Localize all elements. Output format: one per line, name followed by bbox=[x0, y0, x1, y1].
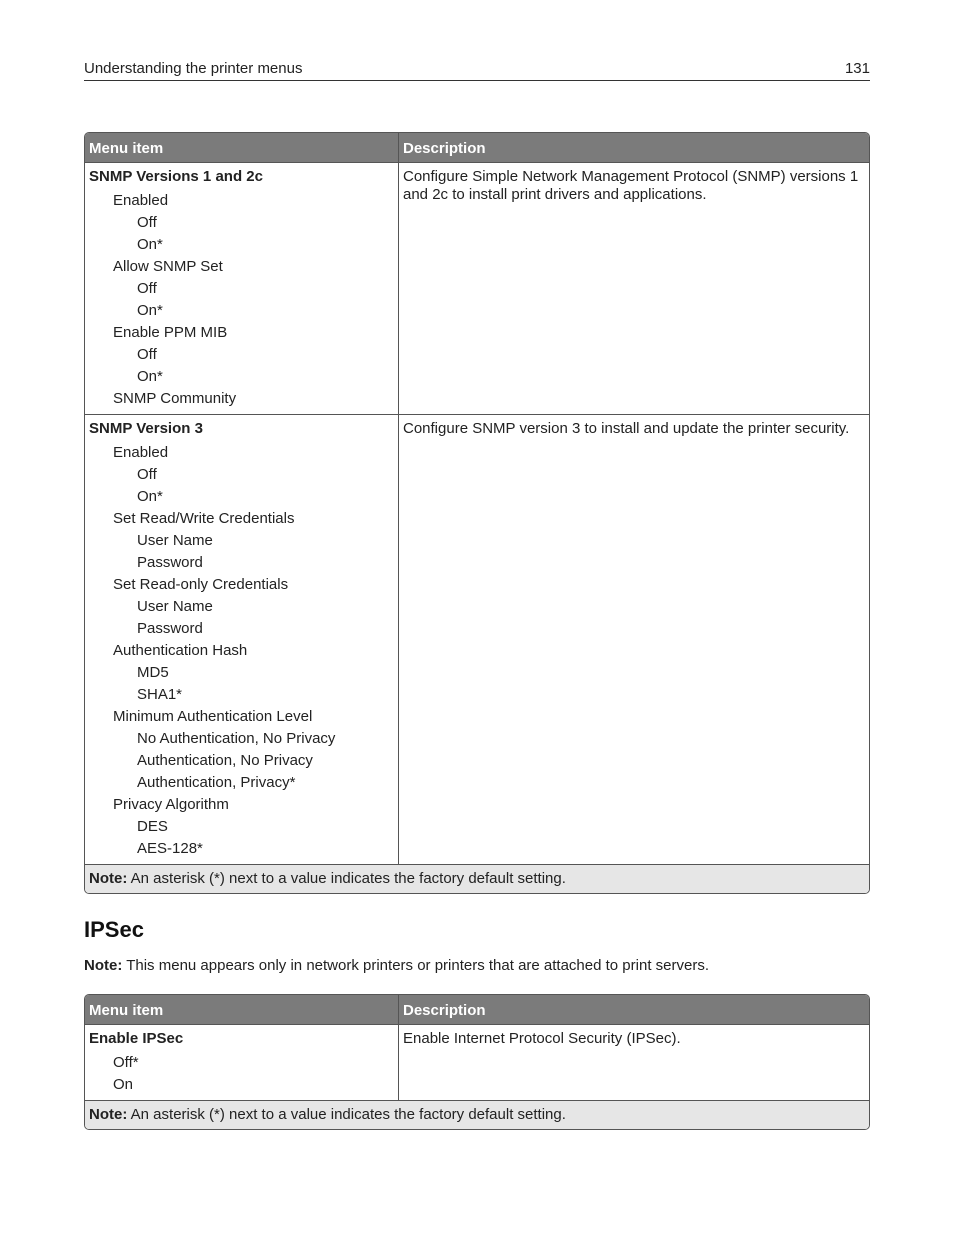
menu-setting: Minimum Authentication Level bbox=[113, 708, 313, 725]
section-heading: IPSec bbox=[84, 917, 144, 942]
menu-option: On* bbox=[137, 302, 163, 319]
note-label: Note: bbox=[89, 870, 128, 887]
menu-option: SHA1* bbox=[137, 686, 183, 703]
menu-option: No Authentication, No Privacy bbox=[137, 730, 336, 747]
menu-group-title: SNMP Version 3 bbox=[89, 420, 203, 437]
menu-setting: Off* bbox=[113, 1054, 139, 1071]
menu-item-cell bbox=[85, 415, 399, 864]
section-note bbox=[84, 957, 709, 974]
note-label: Note: bbox=[89, 1106, 128, 1123]
table-note bbox=[85, 1100, 869, 1129]
menu-group-title: Enable IPSec bbox=[89, 1030, 184, 1047]
note-text: An asterisk (*) next to a value indicates the factory default setting. bbox=[127, 1106, 566, 1123]
menu-option: On* bbox=[137, 488, 163, 505]
table-row bbox=[85, 414, 869, 864]
menu-setting: Privacy Algorithm bbox=[113, 796, 229, 813]
menu-option: Off bbox=[137, 346, 157, 363]
column-header-description: Description bbox=[403, 1002, 486, 1019]
table-header bbox=[85, 133, 869, 162]
ipsec-menu-table bbox=[84, 994, 870, 1130]
table-header bbox=[85, 995, 869, 1024]
menu-option: MD5 bbox=[137, 664, 169, 681]
menu-option: Password bbox=[137, 554, 203, 571]
column-header-description: Description bbox=[403, 140, 486, 157]
menu-setting: Enable PPM MIB bbox=[113, 324, 228, 341]
menu-setting: Enabled bbox=[113, 192, 169, 209]
menu-option: Off bbox=[137, 466, 157, 483]
note-text: An asterisk (*) next to a value indicates the factory default setting. bbox=[127, 870, 566, 887]
menu-item-cell bbox=[85, 1025, 399, 1100]
menu-option: User Name bbox=[137, 532, 213, 549]
menu-option: Off bbox=[137, 214, 157, 231]
running-header bbox=[84, 60, 870, 81]
column-header-menu-item: Menu item bbox=[85, 133, 399, 162]
menu-option: User Name bbox=[137, 598, 213, 615]
menu-option: Authentication, No Privacy bbox=[137, 752, 313, 769]
note-label: Note: bbox=[84, 957, 123, 974]
table-row bbox=[85, 162, 869, 414]
menu-setting: Set Read/Write Credentials bbox=[113, 510, 295, 527]
table-note bbox=[85, 864, 869, 893]
menu-setting: Set Read-only Credentials bbox=[113, 576, 289, 593]
menu-option: Off bbox=[137, 280, 157, 297]
menu-group-title: SNMP Versions 1 and 2c bbox=[89, 168, 263, 185]
page-number: 131 bbox=[844, 60, 870, 77]
menu-option: On* bbox=[137, 236, 163, 253]
menu-setting: Allow SNMP Set bbox=[113, 258, 223, 275]
table-row bbox=[85, 1024, 869, 1100]
menu-setting: Authentication Hash bbox=[113, 642, 248, 659]
menu-setting: Enabled bbox=[113, 444, 169, 461]
menu-option: Authentication, Privacy* bbox=[137, 774, 296, 791]
menu-option: DES bbox=[137, 818, 168, 835]
description-cell: Configure SNMP version 3 to install and update the printer security. bbox=[403, 420, 850, 437]
snmp-menu-table bbox=[84, 132, 870, 894]
description-cell: Enable Internet Protocol Security (IPSec). bbox=[403, 1030, 681, 1047]
menu-setting: On bbox=[113, 1076, 134, 1093]
menu-setting: SNMP Community bbox=[113, 390, 237, 407]
menu-option: On* bbox=[137, 368, 163, 385]
column-header-menu-item: Menu item bbox=[85, 995, 399, 1024]
header-title: Understanding the printer menus bbox=[84, 60, 303, 77]
menu-option: Password bbox=[137, 620, 203, 637]
note-text: This menu appears only in network printers or printers that are attached to print servers. bbox=[122, 957, 709, 974]
menu-option: AES-128* bbox=[137, 840, 203, 857]
menu-item-cell bbox=[85, 163, 399, 414]
description-cell: Configure Simple Network Management Protocol (SNMP) versions 1 and 2c to install print drivers and applications. bbox=[403, 168, 859, 203]
